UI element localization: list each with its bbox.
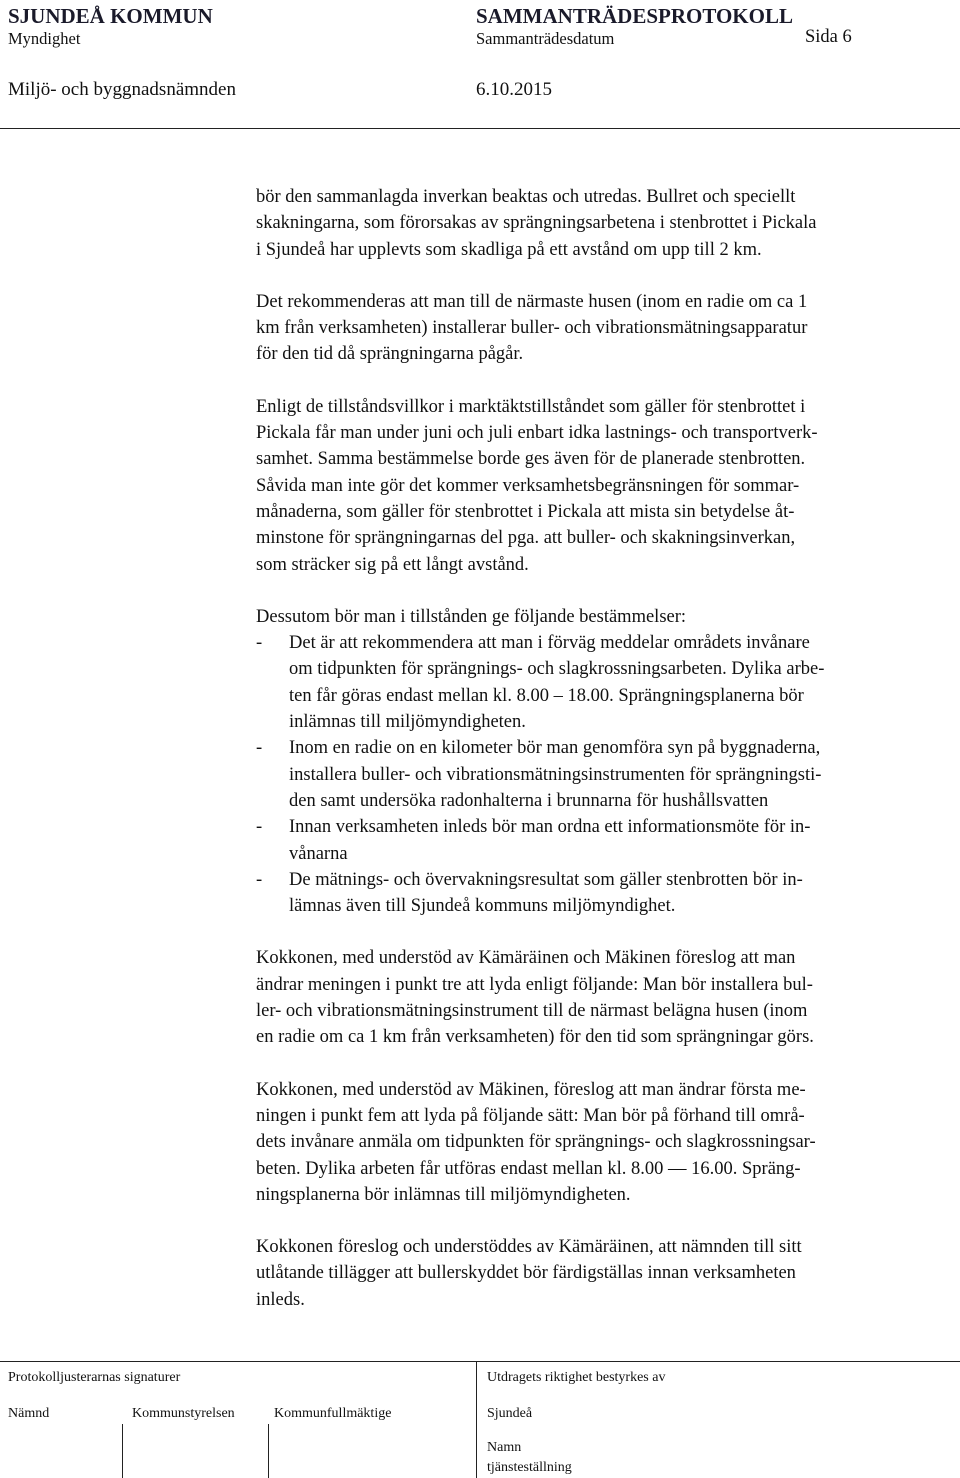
paragraph-2 [256, 289, 946, 368]
footer-divider [0, 1361, 960, 1362]
document-type: SAMMANTRÄDESPROTOKOLL [476, 4, 793, 28]
text-line: Det är att rekommendera att man i förväg meddelar områdets invånare [289, 633, 810, 654]
place-label: Sjundeå [487, 1406, 533, 1421]
text-line: Såvida man inte gör det kommer verksamhetsbegränsningen för sommar- [256, 475, 800, 496]
text-line: för den tid då sprängningarna pågår. [256, 344, 524, 365]
meeting-date-label: Sammanträdesdatum [476, 29, 615, 48]
proposal-paragraph-1 [256, 945, 946, 1050]
text-line: skakningarna, som förorsakas av sprängningsarbetena i stenbrottet i Pickala [256, 213, 817, 234]
list-dash: - [256, 633, 263, 654]
signature-field-namnd: Nämnd [8, 1406, 50, 1421]
text-line: månaderna, som gäller för stenbrottet i Pickala att mista sin betydelse åt- [256, 501, 795, 522]
text-line: ningsplanerna bör inlämnas till miljömyndigheten. [256, 1184, 631, 1205]
text-line: minstone för sprängningarnas del pga. att buller- och skakningsinverkan, [256, 528, 796, 549]
text-line: inleds. [256, 1289, 305, 1310]
text-line: De mätnings- och övervakningsresultat som gäller stenbrotten bör in- [289, 869, 803, 890]
text-line: km från verksamheten) installerar buller- och vibrationsmätningsapparatur [256, 318, 808, 339]
text-line: som sträcker sig på ett långt avstånd. [256, 554, 529, 575]
organization-name: SJUNDEÅ KOMMUN [8, 4, 213, 28]
text-line: utlåtande tillägger att bullerskyddet bör färdigställas innan verksamheten [256, 1263, 796, 1284]
provision-item-3 [256, 814, 946, 867]
paragraph-1 [256, 184, 946, 263]
paragraph-3 [256, 394, 946, 578]
text-line: den samt undersöka radonhalterna i brunnarna för hushållsvatten [289, 790, 769, 811]
text-line: samhet. Samma bestämmelse borde ges även för de planerade stenbrotten. [256, 449, 806, 470]
text-line: ningen i punkt fem att lyda på följande sätt: Man bör på förhand till områ- [256, 1105, 805, 1126]
text-line: dets invånare anmäla om tidpunkten för sprängnings- och slagkrossningsar- [256, 1132, 816, 1153]
provisions-intro: Dessutom bör man i tillstånden ge följande bestämmelser: [256, 606, 687, 627]
proposal-paragraph-2 [256, 1077, 946, 1208]
text-line: Det rekommenderas att man till de närmaste husen (inom en radie om ca 1 [256, 291, 808, 312]
text-line: i Sjundeå har upplevts som skadliga på ett avstånd om upp till 2 km. [256, 239, 762, 260]
text-line: beten. Dylika arbeten får utföras endast mellan kl. 8.00 — 16.00. Spräng- [256, 1158, 801, 1179]
text-line: ten får göras endast mellan kl. 8.00 – 18.00. Sprängningsplanerna bör [289, 685, 804, 706]
text-line: installera buller- och vibrationsmätningsinstrumenten för sprängningsti- [289, 764, 822, 785]
list-dash: - [256, 738, 263, 759]
text-line: Kokkonen föreslog och understöddes av Kämäräinen, att nämnden till sitt [256, 1237, 802, 1258]
provision-item-2 [256, 735, 946, 814]
signatures-label: Protokolljusterarnas signaturer [8, 1370, 181, 1385]
header-divider [0, 128, 960, 129]
signature-box-divider [268, 1424, 269, 1478]
text-line: Kokkonen, med understöd av Mäkinen, föreslog att man ändrar första me- [256, 1079, 806, 1100]
footer-column-divider [476, 1361, 477, 1478]
page-number: Sida 6 [805, 27, 852, 47]
provisions-section [256, 604, 946, 920]
document-body [256, 184, 946, 1339]
meeting-date: 6.10.2015 [476, 79, 552, 100]
provision-item-4 [256, 867, 946, 920]
text-line: ler- och vibrationsmätningsinstrument till de närmast belägna husen (inom [256, 1001, 808, 1022]
list-dash: - [256, 869, 263, 890]
text-line: vånarna [289, 843, 348, 864]
verification-label: Utdragets riktighet bestyrkes av [487, 1370, 666, 1385]
proposal-paragraph-3 [256, 1234, 946, 1313]
signature-field-kommunfullmaktige: Kommunfullmäktige [274, 1406, 392, 1421]
signature-box-divider [122, 1424, 123, 1478]
text-line: Pickala får man under juni och juli enbart idka lastnings- och transportverk- [256, 423, 818, 444]
text-line: en radie om ca 1 km från verksamheten) för den tid som sprängningar görs. [256, 1027, 814, 1048]
text-line: inlämnas till miljömyndigheten. [289, 712, 526, 733]
authority-label: Myndighet [8, 29, 81, 48]
text-line: ändrar meningen i punkt tre att lyda enligt följande: Man bör installera bul- [256, 974, 813, 995]
text-line: om tidpunkten för sprängnings- och slagkrossningsarbeten. Dylika arbe- [289, 659, 825, 680]
text-line: Kokkonen, med understöd av Kämäräinen och Mäkinen föreslog att man [256, 948, 796, 969]
text-line: lämnas även till Sjundeå kommuns miljömyndighet. [289, 896, 676, 917]
position-label: tjänsteställning [487, 1460, 572, 1475]
list-dash: - [256, 817, 263, 838]
text-line: Enligt de tillståndsvillkor i marktäktstillståndet som gäller för stenbrottet i [256, 396, 806, 417]
committee-name: Miljö- och byggnadsnämnden [8, 79, 236, 100]
name-label: Namn [487, 1440, 522, 1455]
text-line: bör den sammanlagda inverkan beaktas och utredas. Bullret och speciellt [256, 187, 796, 207]
signature-field-kommunstyrelsen: Kommunstyrelsen [132, 1406, 235, 1421]
provision-item-1 [256, 630, 946, 735]
text-line: Inom en radie on en kilometer bör man genomföra syn på byggnaderna, [289, 738, 821, 759]
text-line: Innan verksamheten inleds bör man ordna ett informationsmöte för in- [289, 817, 811, 838]
